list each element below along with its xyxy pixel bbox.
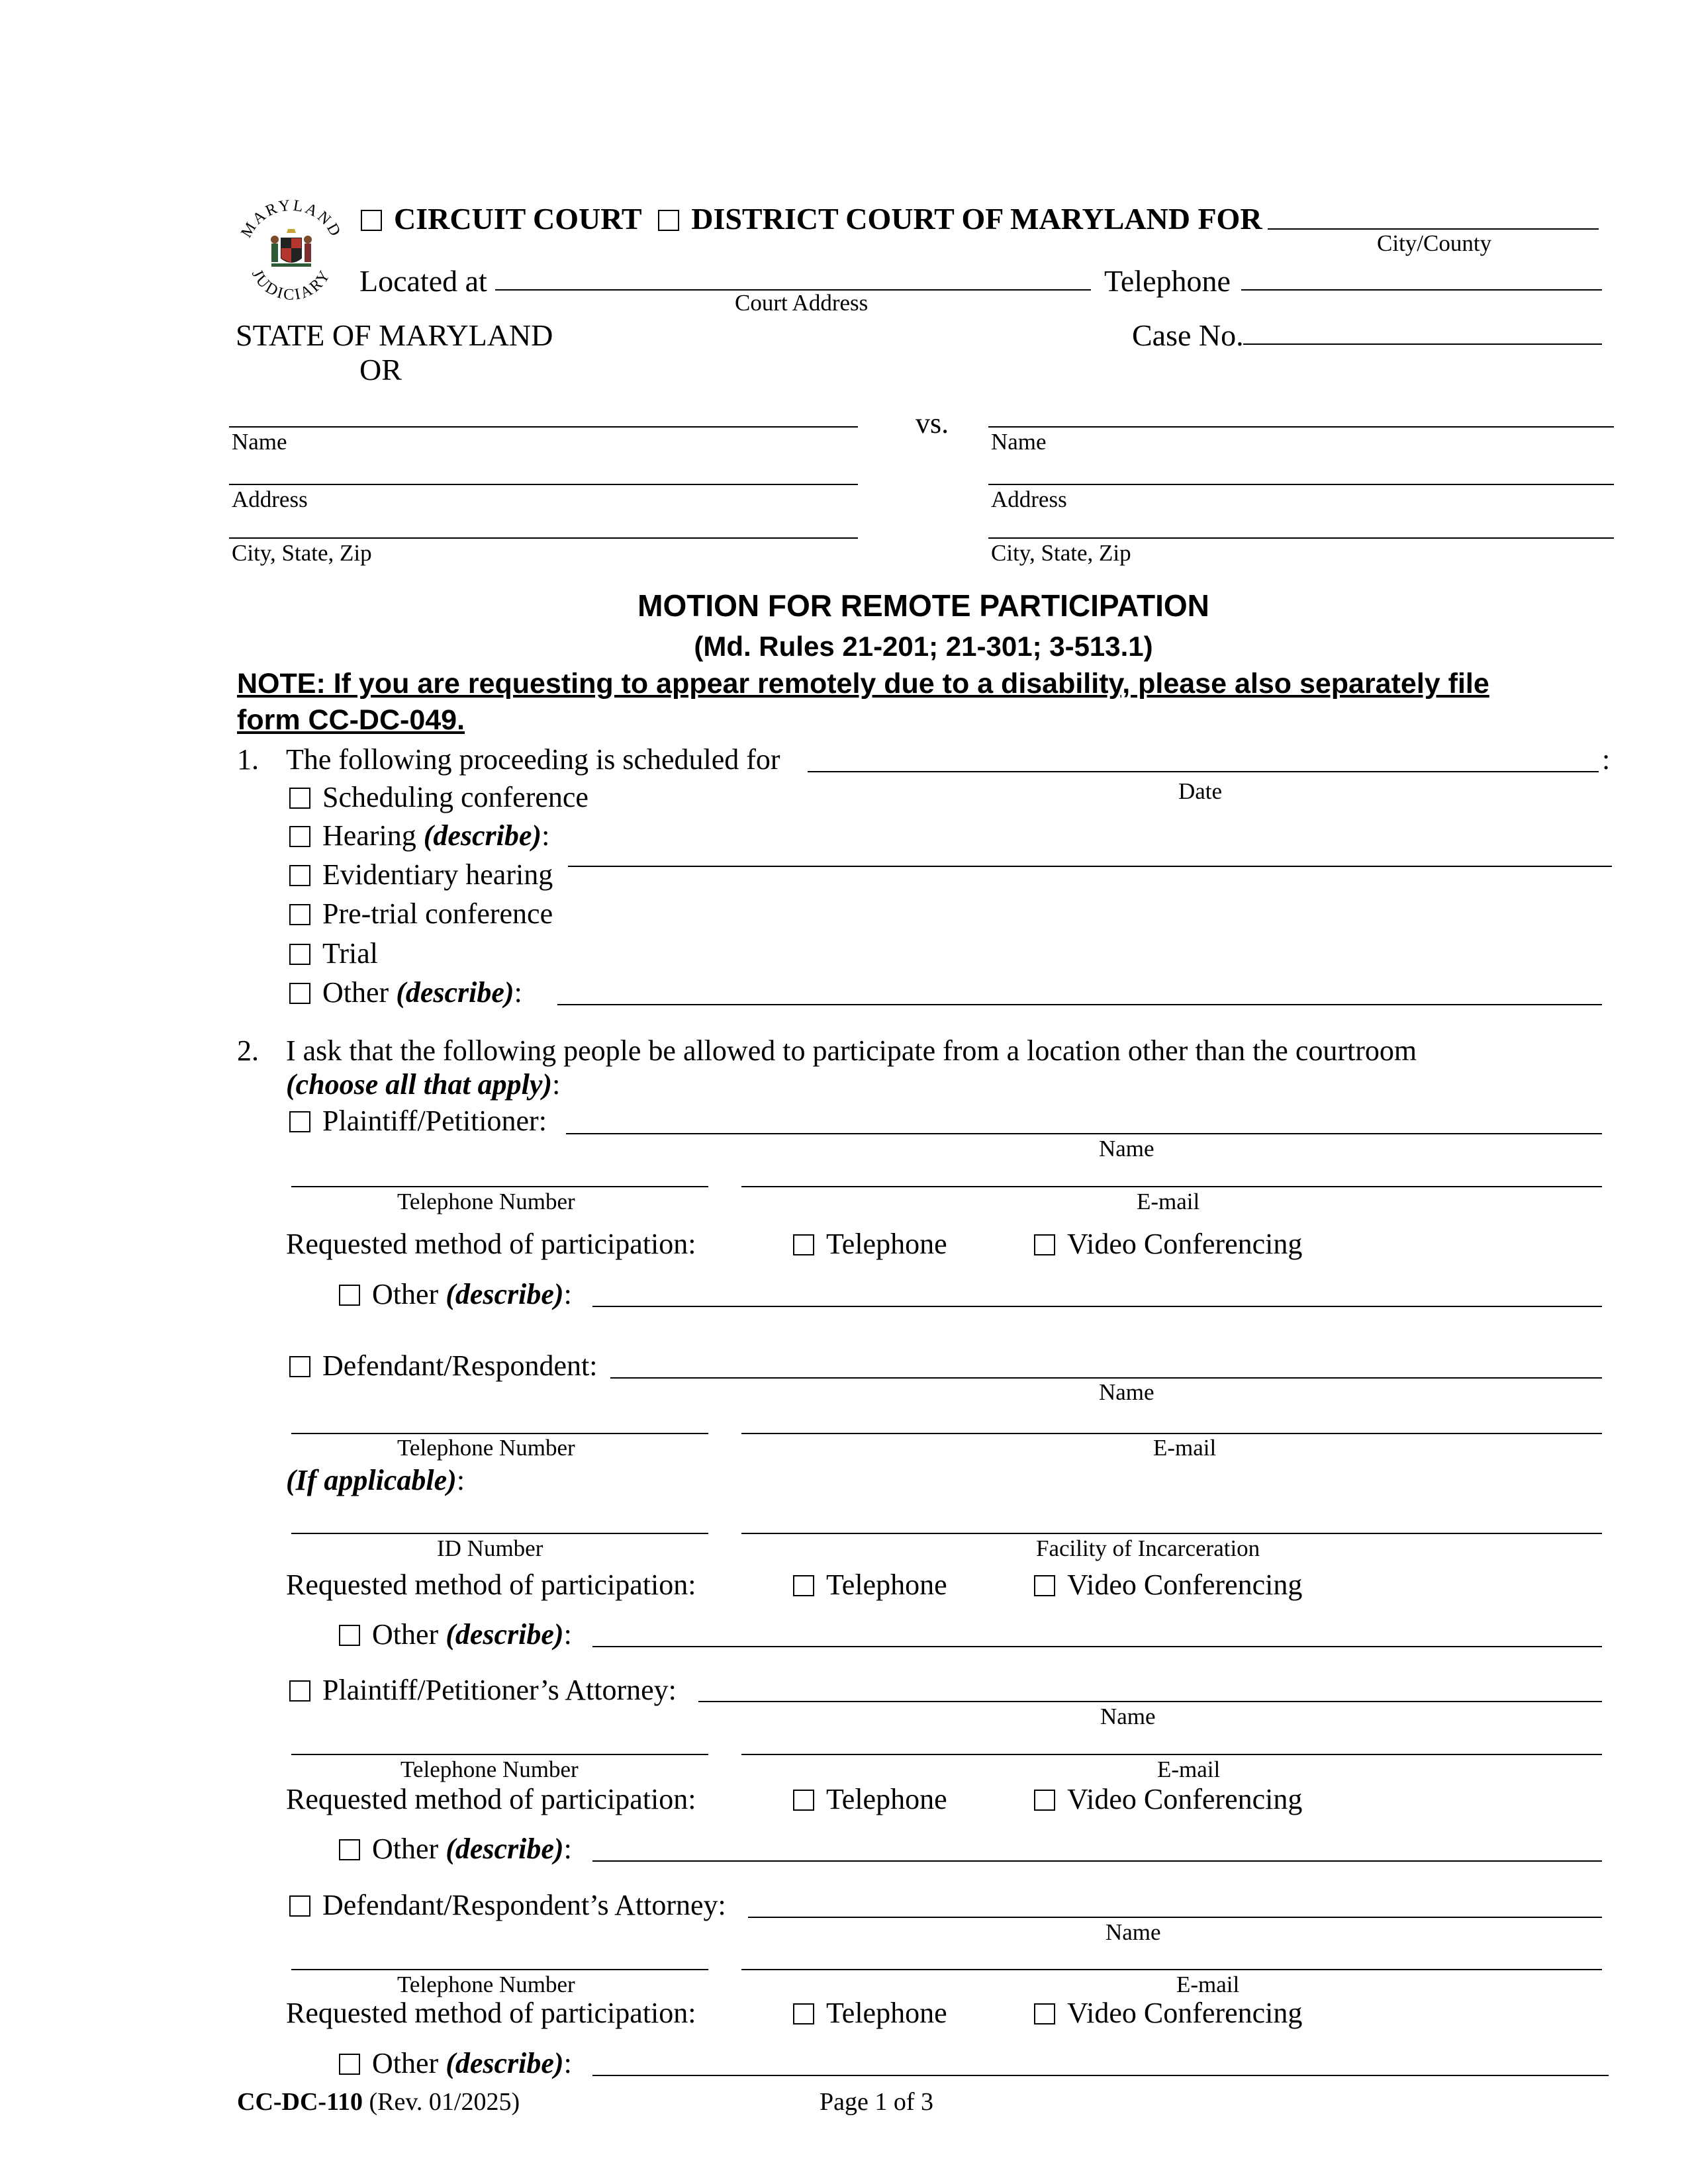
defendant-telephone-option[interactable]	[793, 1570, 947, 1600]
defendant-attorney-telephone-option[interactable]	[793, 1999, 947, 2028]
defendant-video-option[interactable]	[1034, 1570, 1302, 1600]
plaintiff-telephone-label: Telephone Number	[397, 1189, 575, 1214]
defendant-attorney-option[interactable]	[289, 1891, 726, 1920]
choose-all-note: (choose all that apply)	[286, 1068, 553, 1101]
evidentiary-hearing-label: Evidentiary hearing	[322, 858, 553, 891]
district-court-checkbox[interactable]	[658, 210, 679, 231]
plaintiff-telephone-option-label: Telephone	[826, 1228, 947, 1260]
disability-note-line2: form CC-DC-049.	[237, 704, 465, 736]
party1-address-field[interactable]	[229, 484, 858, 485]
court-telephone-field[interactable]	[1241, 289, 1602, 291]
defendant-other-describe: (describe)	[446, 1618, 564, 1651]
scheduling-conference-checkbox[interactable]	[289, 788, 310, 809]
case-no-label: Case No.	[1132, 318, 1244, 352]
defendant-attorney-email-field[interactable]	[741, 1969, 1602, 1970]
case-no-field[interactable]	[1243, 343, 1602, 345]
plaintiff-attorney-telephone-field[interactable]	[291, 1754, 708, 1755]
plaintiff-attorney-telephone-checkbox[interactable]	[793, 1790, 814, 1811]
plaintiff-attorney-other-label: Other	[372, 1833, 439, 1865]
defendant-other-field[interactable]	[592, 1646, 1602, 1647]
form-id: CC-DC-110	[237, 2088, 363, 2116]
plaintiff-video-option[interactable]	[1034, 1230, 1302, 1259]
defendant-telephone-option-label: Telephone	[826, 1569, 947, 1601]
defendant-other-checkbox[interactable]	[339, 1625, 360, 1646]
defendant-attorney-telephone-checkbox[interactable]	[793, 2003, 814, 2025]
plaintiff-attorney-other-checkbox[interactable]	[339, 1839, 360, 1860]
plaintiff-telephone-field[interactable]	[291, 1186, 708, 1187]
other-proceeding-field[interactable]	[557, 1004, 1602, 1005]
hearing-describe-field[interactable]	[568, 866, 1612, 867]
plaintiff-attorney-video-option[interactable]	[1034, 1785, 1302, 1814]
defendant-label: Defendant/Respondent:	[322, 1349, 598, 1382]
party1-city-field[interactable]	[229, 537, 858, 539]
plaintiff-other-field[interactable]	[592, 1306, 1602, 1307]
other-proceeding-label: Other	[322, 976, 389, 1009]
located-at-label: Located at	[359, 264, 487, 298]
defendant-telephone-label: Telephone Number	[397, 1435, 575, 1461]
item1-number: 1.	[237, 743, 259, 776]
defendant-attorney-telephone-label: Telephone Number	[397, 1972, 575, 1997]
item1-colon: :	[1602, 743, 1611, 776]
plaintiff-checkbox[interactable]	[289, 1111, 310, 1132]
hearing-colon: :	[541, 819, 550, 852]
other-proceeding-checkbox[interactable]	[289, 983, 310, 1004]
circuit-court-label: CIRCUIT COURT	[394, 202, 641, 236]
defendant-email-field[interactable]	[741, 1433, 1602, 1434]
form-footer-id	[237, 2089, 520, 2115]
defendant-video-checkbox[interactable]	[1034, 1575, 1055, 1596]
defendant-telephone-checkbox[interactable]	[793, 1575, 814, 1596]
defendant-attorney-other-colon: :	[563, 2047, 572, 2079]
plaintiff-attorney-method-label: Requested method of participation:	[286, 1783, 696, 1815]
court-selection	[361, 204, 1262, 234]
plaintiff-attorney-other-describe: (describe)	[446, 1833, 564, 1865]
or-label: OR	[359, 353, 402, 387]
defendant-name-field[interactable]	[610, 1377, 1602, 1379]
choose-colon: :	[552, 1068, 561, 1101]
scheduling-conference-label: Scheduling conference	[322, 781, 588, 813]
plaintiff-video-option-label: Video Conferencing	[1067, 1228, 1303, 1260]
plaintiff-attorney-telephone-option-label: Telephone	[826, 1783, 947, 1815]
defendant-video-option-label: Video Conferencing	[1067, 1569, 1303, 1601]
defendant-attorney-telephone-option-label: Telephone	[826, 1997, 947, 2029]
plaintiff-attorney-name-field[interactable]	[698, 1701, 1602, 1702]
plaintiff-attorney-email-field[interactable]	[741, 1754, 1602, 1755]
svg-text:JUDICIARY	[248, 267, 334, 304]
plaintiff-attorney-other-field[interactable]	[592, 1860, 1602, 1862]
defendant-attorney-email-label: E-mail	[1176, 1972, 1240, 1997]
plaintiff-other-option[interactable]	[339, 1280, 572, 1309]
date-label: Date	[1178, 778, 1223, 804]
defendant-attorney-label: Defendant/Respondent’s Attorney:	[322, 1889, 726, 1921]
defendant-attorney-video-option-label: Video Conferencing	[1067, 1997, 1303, 2029]
plaintiff-option[interactable]	[289, 1107, 547, 1136]
plaintiff-attorney-name-label: Name	[1100, 1704, 1156, 1729]
option-scheduling-conference[interactable]	[289, 783, 588, 812]
plaintiff-other-colon: :	[563, 1278, 572, 1310]
defendant-email-label: E-mail	[1153, 1435, 1217, 1461]
plaintiff-other-label: Other	[372, 1278, 439, 1310]
hearing-checkbox[interactable]	[289, 826, 310, 847]
defendant-attorney-telephone-field[interactable]	[291, 1969, 708, 1970]
plaintiff-label: Plaintiff/Petitioner:	[322, 1105, 547, 1137]
option-evidentiary-hearing[interactable]	[289, 860, 553, 889]
defendant-id-field[interactable]	[291, 1533, 708, 1534]
vs-label: vs.	[916, 407, 949, 439]
party2-name-label: Name	[991, 429, 1047, 455]
defendant-attorney-other-option[interactable]	[339, 2049, 572, 2078]
defendant-attorney-video-option[interactable]	[1034, 1999, 1302, 2028]
plaintiff-attorney-video-option-label: Video Conferencing	[1067, 1783, 1303, 1815]
plaintiff-video-checkbox[interactable]	[1034, 1234, 1055, 1255]
party1-name-field[interactable]	[229, 426, 858, 428]
defendant-other-label: Other	[372, 1618, 439, 1651]
if-applicable-colon: :	[456, 1464, 465, 1496]
defendant-facility-field[interactable]	[741, 1533, 1602, 1534]
plaintiff-name-label: Name	[1099, 1136, 1154, 1161]
defendant-name-label: Name	[1099, 1379, 1154, 1405]
circuit-court-checkbox[interactable]	[361, 210, 382, 231]
plaintiff-attorney-email-label: E-mail	[1157, 1756, 1221, 1782]
hearing-label: Hearing	[322, 819, 416, 852]
plaintiff-method-label: Requested method of participation:	[286, 1228, 696, 1260]
party1-address-label: Address	[232, 486, 308, 512]
defendant-attorney-other-label: Other	[372, 2047, 439, 2079]
proceeding-date-field[interactable]	[808, 771, 1599, 772]
trial-checkbox[interactable]	[289, 944, 310, 965]
party2-city-label: City, State, Zip	[991, 540, 1131, 566]
plaintiff-other-describe: (describe)	[446, 1278, 564, 1310]
plaintiff-email-label: E-mail	[1137, 1189, 1200, 1214]
city-county-field[interactable]	[1268, 228, 1599, 230]
defendant-attorney-other-describe: (describe)	[446, 2047, 564, 2079]
court-address-label: Court Address	[735, 290, 869, 316]
coat-of-arms-icon	[271, 229, 312, 267]
party2-address-label: Address	[991, 486, 1067, 512]
plaintiff-name-field[interactable]	[566, 1133, 1602, 1134]
seal-text-bottom: JUDICIARY	[248, 266, 335, 304]
defendant-attorney-name-label: Name	[1106, 1919, 1161, 1945]
item2-number: 2.	[237, 1034, 259, 1067]
plaintiff-other-checkbox[interactable]	[339, 1285, 360, 1306]
defendant-attorney-checkbox[interactable]	[289, 1895, 310, 1917]
plaintiff-attorney-checkbox[interactable]	[289, 1680, 310, 1702]
defendant-method-label: Requested method of participation:	[286, 1569, 696, 1601]
if-applicable-note: (If applicable)	[286, 1464, 457, 1496]
defendant-telephone-field[interactable]	[291, 1433, 708, 1434]
plaintiff-attorney-other-colon: :	[563, 1833, 572, 1865]
disability-note-line1: NOTE: If you are requesting to appear remotely due to a disability, please also separately file	[237, 668, 1489, 700]
option-trial[interactable]	[289, 939, 378, 968]
city-county-label: City/County	[1377, 230, 1492, 256]
plaintiff-attorney-telephone-label: Telephone Number	[400, 1756, 579, 1782]
party2-name-field[interactable]	[988, 426, 1614, 428]
option-hearing[interactable]	[289, 821, 549, 850]
defendant-attorney-video-checkbox[interactable]	[1034, 2003, 1055, 2025]
defendant-facility-label: Facility of Incarceration	[1036, 1535, 1260, 1561]
plaintiff-telephone-checkbox[interactable]	[793, 1234, 814, 1255]
defendant-other-option[interactable]	[339, 1620, 572, 1649]
plaintiff-telephone-option[interactable]	[793, 1230, 947, 1259]
option-other[interactable]	[289, 978, 522, 1007]
defendant-option[interactable]	[289, 1351, 597, 1381]
maryland-judiciary-seal	[235, 192, 348, 314]
defendant-attorney-name-field[interactable]	[748, 1917, 1602, 1918]
form-title: MOTION FOR REMOTE PARTICIPATION	[637, 588, 1209, 623]
defendant-checkbox[interactable]	[289, 1356, 310, 1377]
option-pretrial-conference[interactable]	[289, 899, 553, 929]
rules-citation: (Md. Rules 21-201; 21-301; 3-513.1)	[694, 631, 1153, 662]
pretrial-conference-checkbox[interactable]	[289, 904, 310, 925]
other-proceeding-colon: :	[514, 976, 522, 1009]
pretrial-conference-label: Pre-trial conference	[322, 897, 553, 930]
plaintiff-attorney-option[interactable]	[289, 1676, 677, 1705]
defendant-attorney-other-field[interactable]	[592, 2075, 1609, 2076]
evidentiary-hearing-checkbox[interactable]	[289, 865, 310, 886]
hearing-describe: (describe)	[423, 819, 542, 852]
seal-text-top: MARYLAND	[238, 197, 345, 241]
state-of-maryland: STATE OF MARYLAND	[236, 318, 553, 352]
defendant-attorney-method-label: Requested method of participation:	[286, 1997, 696, 2029]
form-revision: (Rev. 01/2025)	[369, 2088, 520, 2116]
defendant-attorney-other-checkbox[interactable]	[339, 2054, 360, 2075]
svg-text:MARYLAND	[238, 197, 344, 240]
party2-city-field[interactable]	[988, 537, 1614, 539]
item2-text: I ask that the following people be allowed to participate from a location other than the courtroom	[286, 1034, 1417, 1067]
page-number: Page 1 of 3	[820, 2088, 934, 2116]
party2-address-field[interactable]	[988, 484, 1614, 485]
plaintiff-attorney-telephone-option[interactable]	[793, 1785, 947, 1814]
plaintiff-attorney-video-checkbox[interactable]	[1034, 1790, 1055, 1811]
other-proceeding-describe: (describe)	[396, 976, 514, 1009]
defendant-other-colon: :	[563, 1618, 572, 1651]
plaintiff-attorney-label: Plaintiff/Petitioner’s Attorney:	[322, 1674, 677, 1706]
party1-name-label: Name	[232, 429, 287, 455]
item1-text: The following proceeding is scheduled for	[286, 743, 780, 776]
district-court-label: DISTRICT COURT OF MARYLAND FOR	[691, 202, 1262, 236]
trial-label: Trial	[322, 937, 378, 970]
party1-city-label: City, State, Zip	[232, 540, 372, 566]
defendant-id-label: ID Number	[437, 1535, 543, 1561]
plaintiff-email-field[interactable]	[741, 1186, 1602, 1187]
telephone-label: Telephone	[1104, 264, 1231, 298]
plaintiff-attorney-other-option[interactable]	[339, 1835, 572, 1864]
